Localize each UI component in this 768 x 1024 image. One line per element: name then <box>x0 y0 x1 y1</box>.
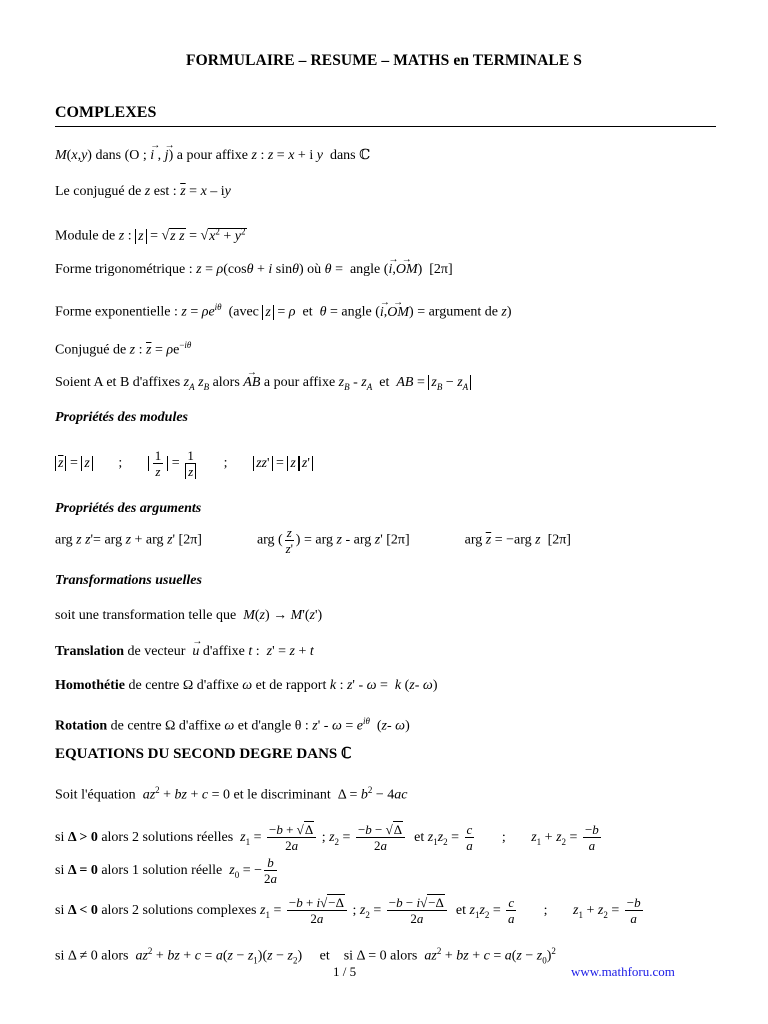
subheading-modules: Propriétés des modules <box>55 410 188 425</box>
equation-intro: Soit l'équation $az^2$ + bz + c = 0 et le discriminant $\Delta = b^2 - 4ac$ <box>55 785 408 803</box>
equation-delta-negative: si Δ < 0 alors 2 solutions complexes $z_1$ = $\frac{-b + i√-\Delta}{2a}$ ; $z_2$ = $\frac{-b - i√-\Delta}{2a}$ et $z_1z_2$ = $\frac{c}{a}$ ; $z_1 + z_2$ = $\frac{-b}{a}$ <box>55 895 641 927</box>
equation-delta-positive: si Δ > 0 alors 2 solutions réelles $z_1$ = $\frac{-b + √\Delta}{2a}$ ; $z_2$ = $\frac{-b - √\Delta}{2a}$ et $z_1z_2$ = $\frac{c}{a}$ ; $z_1 + z_2$ = $\frac{-b}{a}$ <box>55 822 599 854</box>
equation-delta-zero: si Δ = 0 alors 1 solution réelle $z_0$ = − $\frac{b}{2a}$ <box>55 855 277 887</box>
translation-line: Translation de vecteur → u d'affixe t : z' = z + t <box>55 643 314 661</box>
equation-factorisation: si Δ ≠ 0 alors $az^2$ + bz + $c = a(z - z_1)(z - z_2)$ et si Δ = 0 alors $az^2$ + bz + $c = a(z - z_0)^2$ <box>55 946 556 966</box>
formula-trigonometrique: Forme trigonométrique : z = ρ(cosθ + i sinθ) où θ = angle (→ i,→ OM) [2π] <box>55 261 453 279</box>
rotation-line: Rotation de centre Ω d'affixe ω et d'angle θ : $z' - \omega = e^{i\theta}$ (z- ω) <box>55 716 410 734</box>
transformation-intro: soit une transformation telle que M(z) → M'(z') <box>55 608 323 623</box>
formula-exponentielle: Forme exponentielle : $z = \rho e^{i\theta}$ (avec z = ρ et θ = angle (→ i,→ OM) = argument de z) <box>55 298 512 322</box>
page-title: FORMULAIRE – RESUME – MATHS en TERMINALE S <box>186 52 582 69</box>
formula-module: Module de z : z = √z $\overline{z} = √x^2 + y^2$ <box>55 226 246 244</box>
arguments-properties: arg z z'= arg z + arg z' [2π] arg ( $\frac{z}{z'}$ ) = arg z - arg z' [2π] arg $\overline{z} = -arg$ z [2π] <box>55 525 571 556</box>
page-number: 1 / 5 <box>333 964 357 979</box>
subheading-transformations: Transformations usuelles <box>55 573 202 588</box>
section-heading-complexes: COMPLEXES <box>55 104 157 121</box>
formula-points-affixes: Soient A et B d'affixes $z_A$ $z_B$ alors → AB a pour affixe $z_B - z_A$ et AB = $z_B - z_A$ <box>55 374 471 396</box>
section-divider <box>55 126 716 127</box>
formula-conjugue: Le conjugué de z est : $\overline{z} = x$ – iy <box>55 184 231 199</box>
website-link[interactable]: www.mathforu.com <box>571 964 675 979</box>
modules-properties: $\overline{z} = z$ ; $\frac{1}{z}$ = $\frac{1}{z}$ ; zz' = z z' <box>55 448 313 479</box>
homothetie-line: Homothétie de centre Ω d'affixe ω et de rapport k : z' - ω = k (z- ω) <box>55 678 438 693</box>
subheading-arguments: Propriétés des arguments <box>55 501 202 516</box>
formula-affixe: M(x,y) dans (O ; → i , → j) a pour affixe z : z = x + i y dans ℂ <box>55 147 370 165</box>
formula-conjugue-expo: Conjugué de z : $\overline{z} = \rho e^{-i\theta}$ <box>55 340 192 358</box>
section-heading-second-degre: EQUATIONS DU SECOND DEGRE DANS ℂ <box>55 746 352 762</box>
